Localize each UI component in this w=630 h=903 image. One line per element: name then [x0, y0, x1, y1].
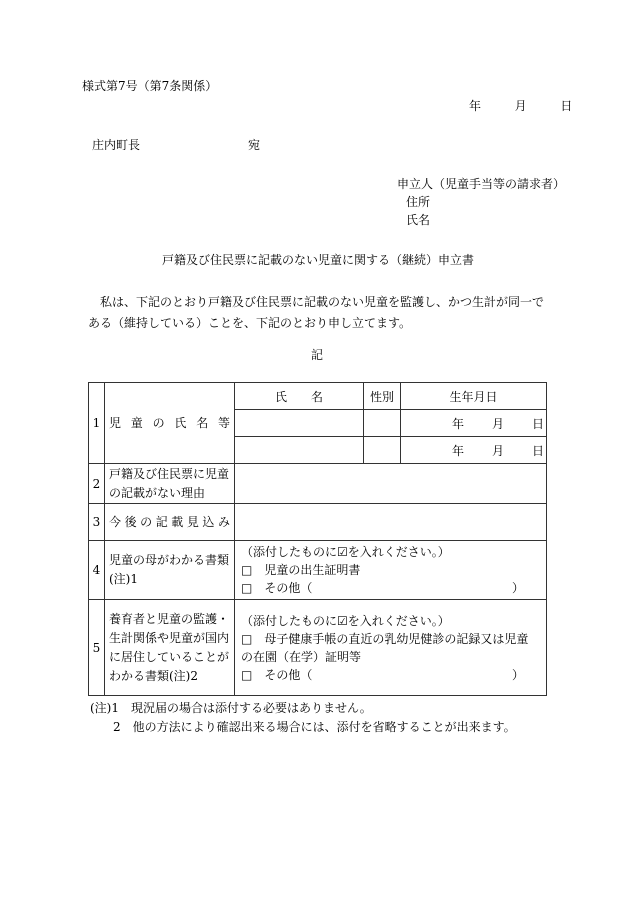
child-name-field[interactable] — [235, 410, 364, 437]
addressee-name: 庄内町長 — [92, 138, 141, 152]
mother-document-row — [89, 541, 547, 600]
reason-field[interactable] — [235, 464, 547, 504]
applicant-title: 申立人（児童手当等の請求者） — [397, 177, 566, 191]
column-header-birthdate: 生年月日 — [401, 383, 547, 410]
checkbox-other[interactable]: □ その他（ ） — [241, 667, 524, 682]
submission-date — [469, 100, 572, 112]
column-header-name: 氏 名 — [235, 383, 364, 410]
note-1: (注)1 現況届の場合は添付する必要はありません。 — [90, 701, 372, 715]
child-birthdate-field[interactable] — [401, 437, 547, 464]
document-title: 戸籍及び住民票に記載のない児童に関する（継続）申立書 — [162, 253, 475, 267]
row-number-5: 5 — [89, 600, 105, 696]
checkbox-health-record[interactable]: □ 母子健康手帳の直近の乳幼児健診の記録又は児童の在園（在学）証明等 — [241, 631, 529, 664]
child-gender-field[interactable] — [364, 437, 401, 464]
addressee-suffix: 宛 — [248, 138, 261, 152]
row-label-guardian-document: 養育者と児童の監護・生計関係や児童が国内に居住していることがわかる書類(注)2 — [105, 600, 235, 696]
column-header-gender: 性別 — [364, 383, 401, 410]
row-label-outlook: 今後の記載見込み — [105, 504, 235, 541]
row-label-child-name: 児童の氏名等 — [105, 383, 235, 464]
birth-year-label: 年 — [451, 443, 464, 458]
outlook-row — [89, 504, 547, 541]
guardian-document-row — [89, 600, 547, 696]
ki-heading: 記 — [311, 348, 324, 362]
applicant-name-label: 氏名 — [406, 213, 431, 227]
attachment-instruction: （添付したものに☑を入れください。） — [241, 613, 450, 628]
checkbox-other[interactable]: □ その他（ ） — [241, 581, 524, 595]
form-number: 様式第7号（第7条関係） — [82, 79, 218, 93]
applicant-address-label: 住所 — [406, 195, 431, 209]
row-label-mother-document: 児童の母がわかる書類(注)1 — [105, 541, 235, 600]
declaration-table — [88, 382, 547, 696]
row-number-4: 4 — [89, 541, 105, 600]
date-month-label: 月 — [514, 99, 527, 113]
child-birthdate-field[interactable] — [401, 410, 547, 437]
birth-month-label: 月 — [491, 416, 504, 431]
row-number-1: 1 — [89, 383, 105, 464]
note-2: 2 他の方法により確認出来る場合には、添付を省略することが出来ます。 — [113, 720, 516, 734]
table-header-row — [89, 383, 547, 410]
row-label-reason: 戸籍及び住民票に児童の記載がない理由 — [105, 464, 235, 504]
mother-document-options — [235, 541, 547, 600]
birth-month-label: 月 — [491, 443, 504, 458]
birth-day-label: 日 — [531, 416, 544, 431]
outlook-field[interactable] — [235, 504, 547, 541]
guardian-document-options — [235, 600, 547, 696]
birth-year-label: 年 — [451, 416, 464, 431]
row-number-2: 2 — [89, 464, 105, 504]
child-name-field[interactable] — [235, 437, 364, 464]
attachment-instruction: （添付したものに☑を入れください。） — [241, 545, 450, 559]
date-day-label: 日 — [560, 99, 573, 113]
date-year-label: 年 — [469, 99, 482, 113]
row-number-3: 3 — [89, 504, 105, 541]
checkbox-birth-certificate[interactable]: □ 児童の出生証明書 — [241, 563, 361, 577]
birth-day-label: 日 — [531, 443, 544, 458]
declaration-text: 私は、下記のとおり戸籍及び住民票に記載のない児童を監護し、かつ生計が同一である（維持している）ことを、下記のとおり申し立てます。 — [88, 295, 545, 330]
reason-row — [89, 464, 547, 504]
child-gender-field[interactable] — [364, 410, 401, 437]
